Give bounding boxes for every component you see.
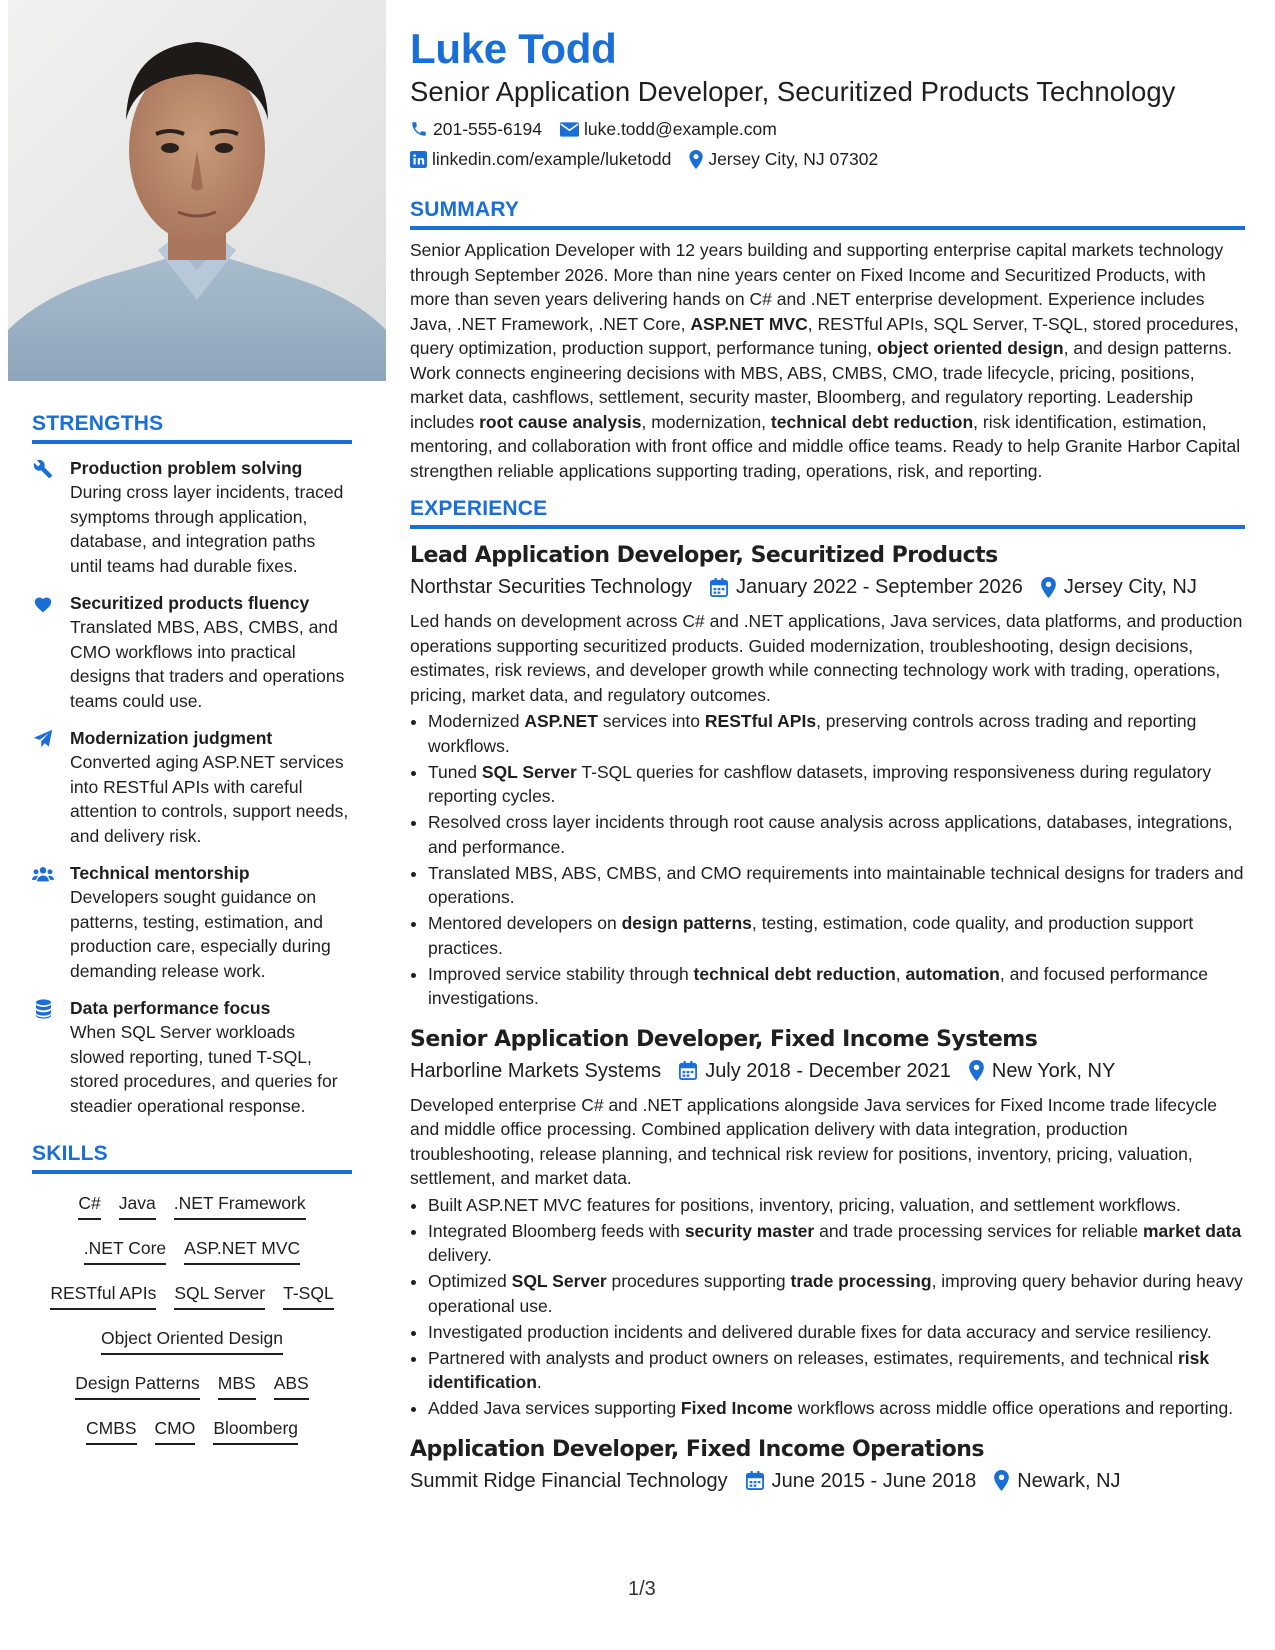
linkedin-icon — [410, 151, 427, 168]
text-run: , RESTful APIs, SQL Server, T-SQL, stored procedures, query optimization, production support, performance tuning, — [410, 313, 1239, 358]
job-location-group — [1041, 573, 1197, 601]
skill-row — [32, 1409, 352, 1454]
bold-phrase: trade processing — [790, 1271, 932, 1291]
jobs-list — [410, 541, 1245, 1495]
job-dates: January 2022 - September 2026 — [736, 576, 1023, 598]
job-entry — [410, 1025, 1245, 1421]
strength-title: Technical mentorship — [70, 863, 250, 883]
strength-item — [32, 861, 352, 983]
bold-phrase: automation — [905, 963, 1000, 984]
strength-title: Modernization judgment — [70, 728, 273, 748]
sidebar-content — [32, 412, 352, 1454]
text-run: services into — [597, 711, 705, 731]
job-description: Led hands on development across C# and .NET applications, Java services, data platforms, and production operations supporting securitized products. Guided modernization, troubleshooting, design decisions, estimates, risk reviews, and developer growth while connecting technology work with trading, operations, pricing, market data, and regulatory outcomes. — [410, 611, 1243, 705]
job-meta — [410, 1467, 1245, 1495]
text-run: procedures supporting — [606, 1271, 791, 1291]
text-run: Tuned — [428, 761, 482, 782]
bold-phrase: SQL Server — [511, 1271, 607, 1291]
bold-phrase: security master — [684, 1220, 815, 1241]
text-run: Improved service stability through — [428, 963, 694, 984]
users-icon — [32, 863, 54, 885]
skill-tag: CMO — [155, 1418, 196, 1445]
strength-description: Converted aging ASP.NET services into RESTful APIs with careful attention to controls, support needs, and delivery risk. — [70, 752, 349, 846]
job-location-group — [969, 1057, 1115, 1085]
map-pin-icon — [994, 1470, 1009, 1491]
job-title: Application Developer, Fixed Income Operations — [410, 1436, 984, 1462]
job-bullet — [428, 1346, 1245, 1395]
job-bullet — [428, 1219, 1245, 1268]
candidate-name: Luke Todd — [410, 25, 617, 72]
job-bullet — [428, 760, 1245, 809]
text-run: Partnered with analysts and product owners on releases, estimates, requirements, and technical — [428, 1347, 1178, 1368]
job-location: Jersey City, NJ — [1063, 576, 1197, 598]
job-dates: July 2018 - December 2021 — [705, 1059, 951, 1082]
bold-phrase: market data — [1143, 1220, 1242, 1241]
text-run: Senior Application Developer with 12 years building and supporting enterprise capital markets technology through September 2026. More than nine years center on Fixed Income and Securitized Products, with more than seven years delivering hands on C# and .NET enterprise development. Experience includes Java, .NET Framework, .NET Core, — [410, 240, 1224, 334]
main-content — [410, 24, 1245, 1495]
text-run: delivery. — [428, 1245, 492, 1265]
calendar-icon — [746, 1471, 764, 1490]
text-run: Mentored developers on — [428, 913, 622, 933]
bold-phrase: risk identification — [428, 1347, 1210, 1392]
linkedin-url[interactable]: linkedin.com/example/luketodd — [432, 149, 672, 169]
strength-description: During cross layer incidents, traced symptoms through application, database, and integration paths until teams had durable fixes. — [70, 482, 344, 576]
page-number: 1/3 — [628, 1578, 656, 1600]
summary-text — [410, 238, 1245, 483]
skills-heading: SKILLS — [32, 1142, 352, 1174]
job-location: Newark, NJ — [1017, 1469, 1121, 1492]
skill-tag: ASP.NET MVC — [184, 1238, 300, 1265]
skill-tag: Bloomberg — [213, 1418, 298, 1445]
text-run: Built ASP.NET MVC features for positions, inventory, pricing, valuation, and settlement workflows. — [428, 1194, 1181, 1215]
skill-tag: C# — [78, 1193, 100, 1220]
map-pin-icon — [969, 1060, 984, 1081]
job-bullet — [428, 1269, 1245, 1318]
calendar-icon — [679, 1061, 697, 1080]
job-meta — [410, 573, 1245, 601]
skill-row — [32, 1319, 352, 1364]
location-text: Jersey City, NJ 07302 — [708, 149, 879, 169]
paper-plane-icon — [32, 728, 54, 750]
job-title: Senior Application Developer, Fixed Income Systems — [410, 1026, 1038, 1052]
calendar-icon — [710, 578, 728, 597]
job-location-group — [994, 1467, 1120, 1495]
job-bullets — [410, 1193, 1245, 1421]
skill-row — [32, 1229, 352, 1274]
heart-icon — [32, 593, 54, 615]
skill-tag: T-SQL — [283, 1283, 334, 1310]
skill-tag: MBS — [218, 1373, 256, 1400]
linkedin-contact[interactable] — [410, 148, 671, 170]
bold-phrase: technical debt reduction — [693, 963, 896, 984]
bold-phrase: technical debt reduction — [770, 411, 974, 432]
headline: Senior Application Developer, Securitized Products Technology — [410, 76, 1176, 107]
skill-tag: ABS — [274, 1373, 309, 1400]
text-run: , testing, estimation, code quality, and production support practices. — [428, 913, 1194, 958]
text-run: Investigated production incidents and delivered durable fixes for data accuracy and service resiliency. — [428, 1321, 1212, 1342]
bold-phrase: object oriented design — [876, 338, 1064, 358]
text-run: , modernization, — [641, 411, 771, 432]
job-description: Developed enterprise C# and .NET applications alongside Java services for Fixed Income trade lifecycle and middle office processing. Combined application delivery with data integration, production troubleshooting, release planning, and technical risk review for positions, inventory, pricing, valuation, settlement, and market data. — [410, 1094, 1218, 1188]
bold-phrase: ASP.NET — [524, 711, 598, 731]
profile-photo — [8, 0, 386, 381]
bold-phrase: root cause analysis — [479, 411, 642, 432]
text-run: and trade processing services for reliable — [814, 1220, 1143, 1241]
text-run: . — [536, 1372, 542, 1392]
strength-description: When SQL Server workloads slowed reporting, tuned T-SQL, stored procedures, and queries for steadier operational response. — [70, 1022, 338, 1116]
skill-tag: .NET Core — [84, 1238, 166, 1265]
job-company: Northstar Securities Technology — [410, 576, 692, 598]
envelope-icon — [560, 122, 579, 137]
text-run: , risk identification, estimation, mentoring, and collaboration with front office and middle office teams. Ready to help Granite Harbor Capital strengthen reliable applications supporting trading, operations, risk, and reporting. — [410, 411, 1241, 481]
map-pin-icon — [689, 150, 703, 169]
skill-tag: SQL Server — [174, 1283, 265, 1310]
strength-title: Production problem solving — [70, 458, 303, 478]
skill-row — [32, 1274, 352, 1319]
job-bullet — [428, 911, 1245, 960]
strength-item — [32, 591, 352, 713]
bold-phrase: Fixed Income — [680, 1398, 793, 1418]
job-bullet — [428, 709, 1245, 758]
job-dates-group — [710, 573, 1023, 601]
contact-row-2 — [410, 148, 1245, 170]
phone-number: 201-555-6194 — [433, 119, 542, 139]
text-run: , — [895, 963, 906, 984]
summary-section — [410, 198, 1245, 483]
text-run: T-SQL queries for cashflow datasets, improving responsiveness during regulatory reporting cycles. — [428, 761, 1212, 806]
bold-phrase: ASP.NET MVC — [690, 313, 808, 334]
skill-row — [32, 1364, 352, 1409]
strength-item — [32, 996, 352, 1118]
skill-row — [32, 1184, 352, 1229]
location-contact — [689, 148, 878, 170]
skill-tag: RESTful APIs — [50, 1283, 156, 1310]
text-run: , and focused performance investigations. — [428, 963, 1209, 1008]
job-title: Lead Application Developer, Securitized Products — [410, 543, 998, 568]
job-entry — [410, 541, 1245, 1011]
email-contact[interactable] — [560, 118, 777, 140]
skill-tag: .NET Framework — [174, 1193, 306, 1220]
job-location: New York, NY — [991, 1059, 1116, 1082]
strengths-list — [32, 456, 352, 1118]
strength-title: Data performance focus — [70, 998, 271, 1018]
strength-description: Translated MBS, ABS, CMBS, and CMO workflows into practical designs that traders and operations teams could use. — [70, 617, 345, 711]
wrench-icon — [32, 458, 54, 480]
text-run: Added Java services supporting — [428, 1398, 681, 1418]
experience-section — [410, 497, 1245, 1495]
strengths-heading: STRENGTHS — [32, 412, 352, 444]
job-bullet — [428, 810, 1245, 859]
map-pin-icon — [1041, 577, 1056, 598]
strength-item — [32, 456, 352, 578]
skill-tag: Object Oriented Design — [101, 1328, 283, 1355]
phone-contact — [410, 118, 542, 140]
email-address[interactable]: luke.todd@example.com — [583, 119, 777, 139]
strength-title: Securitized products fluency — [70, 593, 310, 613]
text-run: Integrated Bloomberg feeds with — [428, 1220, 685, 1241]
job-dates: June 2015 - June 2018 — [771, 1469, 977, 1492]
skill-tag: Java — [119, 1193, 156, 1220]
text-run: , improving query behavior during heavy operational use. — [428, 1271, 1243, 1316]
text-run: Resolved cross layer incidents through root cause analysis across applications, databases, integrations, and performance. — [428, 812, 1233, 857]
text-run: Optimized — [428, 1271, 512, 1291]
job-bullet — [428, 1396, 1245, 1421]
job-bullet — [428, 861, 1245, 910]
job-company: Harborline Markets Systems — [410, 1059, 662, 1082]
skill-tag: CMBS — [86, 1418, 137, 1445]
strength-description: Developers sought guidance on patterns, testing, estimation, and production care, especially during demanding release work. — [70, 887, 331, 981]
job-dates-group — [679, 1057, 951, 1085]
bold-phrase: SQL Server — [481, 761, 577, 782]
bold-phrase: design patterns — [621, 913, 752, 933]
sidebar — [0, 0, 386, 1650]
skill-tag: Design Patterns — [75, 1373, 200, 1400]
phone-icon — [410, 120, 428, 138]
text-run: workflows across middle office operations and reporting. — [792, 1398, 1234, 1418]
contact-row-1 — [410, 118, 1245, 140]
text-run: , preserving controls across trading and reporting workflows. — [428, 711, 1197, 756]
strength-item — [32, 726, 352, 848]
job-company: Summit Ridge Financial Technology — [410, 1469, 728, 1492]
bold-phrase: RESTful APIs — [704, 711, 817, 731]
job-dates-group — [746, 1467, 977, 1495]
text-run: , and design patterns. Work connects engineering decisions with MBS, ABS, CMBS, CMO, trade lifecycle, pricing, positions, market data, cashflows, settlement, security master, Bloomberg, and regulatory reporting. Leadership includes — [410, 338, 1232, 432]
job-entry — [410, 1435, 1245, 1495]
summary-heading: SUMMARY — [410, 198, 1245, 230]
job-bullet — [428, 1193, 1245, 1218]
job-bullets — [410, 709, 1245, 1011]
database-icon — [32, 998, 54, 1020]
text-run: Modernized — [428, 711, 525, 731]
job-meta — [410, 1057, 1245, 1085]
job-bullet — [428, 962, 1245, 1011]
text-run: Translated MBS, ABS, CMBS, and CMO requirements into maintainable technical designs for traders and operations. — [428, 862, 1244, 907]
skills-list — [32, 1184, 352, 1454]
job-bullet — [428, 1320, 1245, 1345]
experience-heading: EXPERIENCE — [410, 497, 1245, 529]
